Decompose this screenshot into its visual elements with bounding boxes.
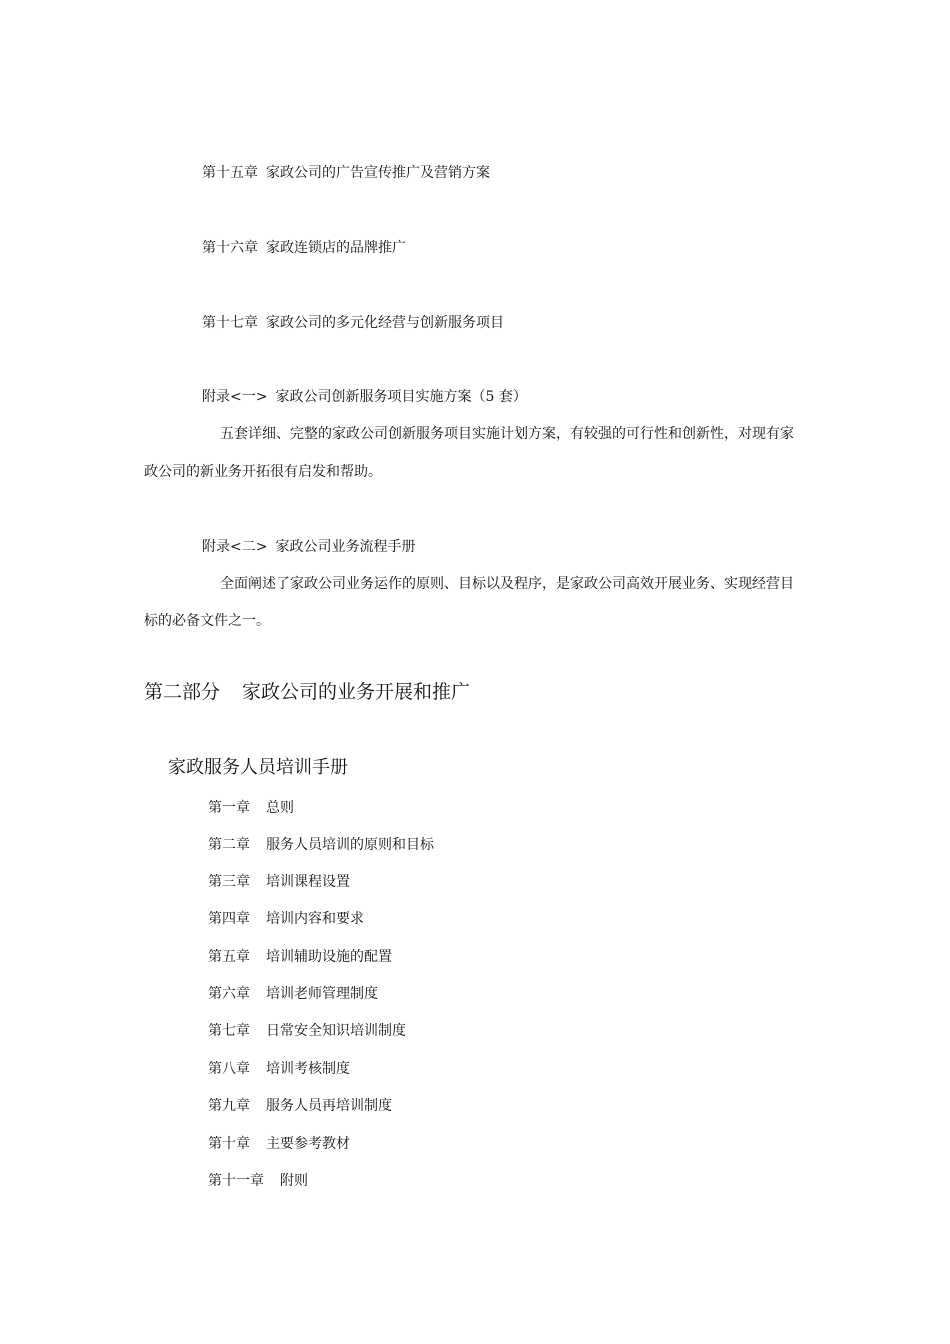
manual-chapter-6 xyxy=(208,987,378,1001)
manual-chapter-5 xyxy=(208,950,392,964)
appendix-1-heading xyxy=(202,390,527,404)
chapter-title: 总则 xyxy=(266,800,294,816)
manual-chapter-9 xyxy=(208,1099,392,1113)
chapter-number: 第八章 xyxy=(208,1061,250,1077)
appendix-label: 附录<一> xyxy=(202,389,268,405)
chapter-title: 服务人员培训的原则和目标 xyxy=(266,837,434,853)
manual-chapter-10 xyxy=(208,1137,350,1151)
chapter-15-line xyxy=(202,166,490,180)
chapter-title: 服务人员再培训制度 xyxy=(266,1098,392,1114)
manual-chapter-2 xyxy=(208,838,434,852)
appendix-1-description-line-2: 政公司的新业务开拓很有启发和帮助。 xyxy=(144,464,382,480)
part-title: 家政公司的业务开展和推广 xyxy=(242,681,471,703)
chapter-number: 第十七章 xyxy=(202,315,258,331)
chapter-title: 家政连锁店的品牌推广 xyxy=(266,240,406,256)
chapter-number: 第一章 xyxy=(208,800,250,816)
chapter-title: 培训辅助设施的配置 xyxy=(266,949,392,965)
chapter-number: 第十六章 xyxy=(202,240,258,256)
chapter-title: 培训老师管理制度 xyxy=(266,986,378,1002)
chapter-number: 第六章 xyxy=(208,986,250,1002)
chapter-number: 第三章 xyxy=(208,874,250,890)
manual-chapter-7 xyxy=(208,1024,406,1038)
chapter-17-line xyxy=(202,316,504,330)
manual-chapter-4 xyxy=(208,912,364,926)
appendix-2-description-line-1: 全面阐述了家政公司业务运作的原则、目标以及程序，是家政公司高效开展业务、实现经营目 xyxy=(220,576,794,592)
appendix-1-description-line-1: 五套详细、完整的家政公司创新服务项目实施计划方案，有较强的可行性和创新性，对现有家 xyxy=(220,426,794,442)
appendix-2-description-line-2: 标的必备文件之一。 xyxy=(144,613,270,629)
chapter-number: 第七章 xyxy=(208,1023,250,1039)
chapter-number: 第十章 xyxy=(208,1136,250,1152)
chapter-title: 培训课程设置 xyxy=(266,874,350,890)
chapter-title: 附则 xyxy=(280,1173,308,1189)
chapter-title: 培训内容和要求 xyxy=(266,911,364,927)
appendix-title: 家政公司业务流程手册 xyxy=(275,539,416,555)
chapter-number: 第九章 xyxy=(208,1098,250,1114)
chapter-number: 第五章 xyxy=(208,949,250,965)
manual-chapter-3 xyxy=(208,875,350,889)
manual-chapter-11 xyxy=(208,1174,308,1188)
chapter-number: 第十五章 xyxy=(202,165,258,181)
chapter-number: 第十一章 xyxy=(208,1173,264,1189)
chapter-title: 培训考核制度 xyxy=(266,1061,350,1077)
manual-chapter-8 xyxy=(208,1062,350,1076)
chapter-number: 第四章 xyxy=(208,911,250,927)
chapter-title: 家政公司的多元化经营与创新服务项目 xyxy=(266,315,504,331)
chapter-title: 日常安全知识培训制度 xyxy=(266,1023,406,1039)
chapter-16-line xyxy=(202,241,406,255)
chapter-title: 家政公司的广告宣传推广及营销方案 xyxy=(266,165,490,181)
manual-chapter-1 xyxy=(208,801,294,815)
chapter-title: 主要参考教材 xyxy=(266,1136,350,1152)
part-label: 第二部分 xyxy=(144,681,221,703)
part-two-heading xyxy=(144,683,470,702)
appendix-label: 附录<二> xyxy=(202,539,268,555)
appendix-2-heading xyxy=(202,540,415,554)
chapter-number: 第二章 xyxy=(208,837,250,853)
manual-title: 家政服务人员培训手册 xyxy=(168,757,348,778)
appendix-title: 家政公司创新服务项目实施方案（5 套） xyxy=(275,389,527,405)
